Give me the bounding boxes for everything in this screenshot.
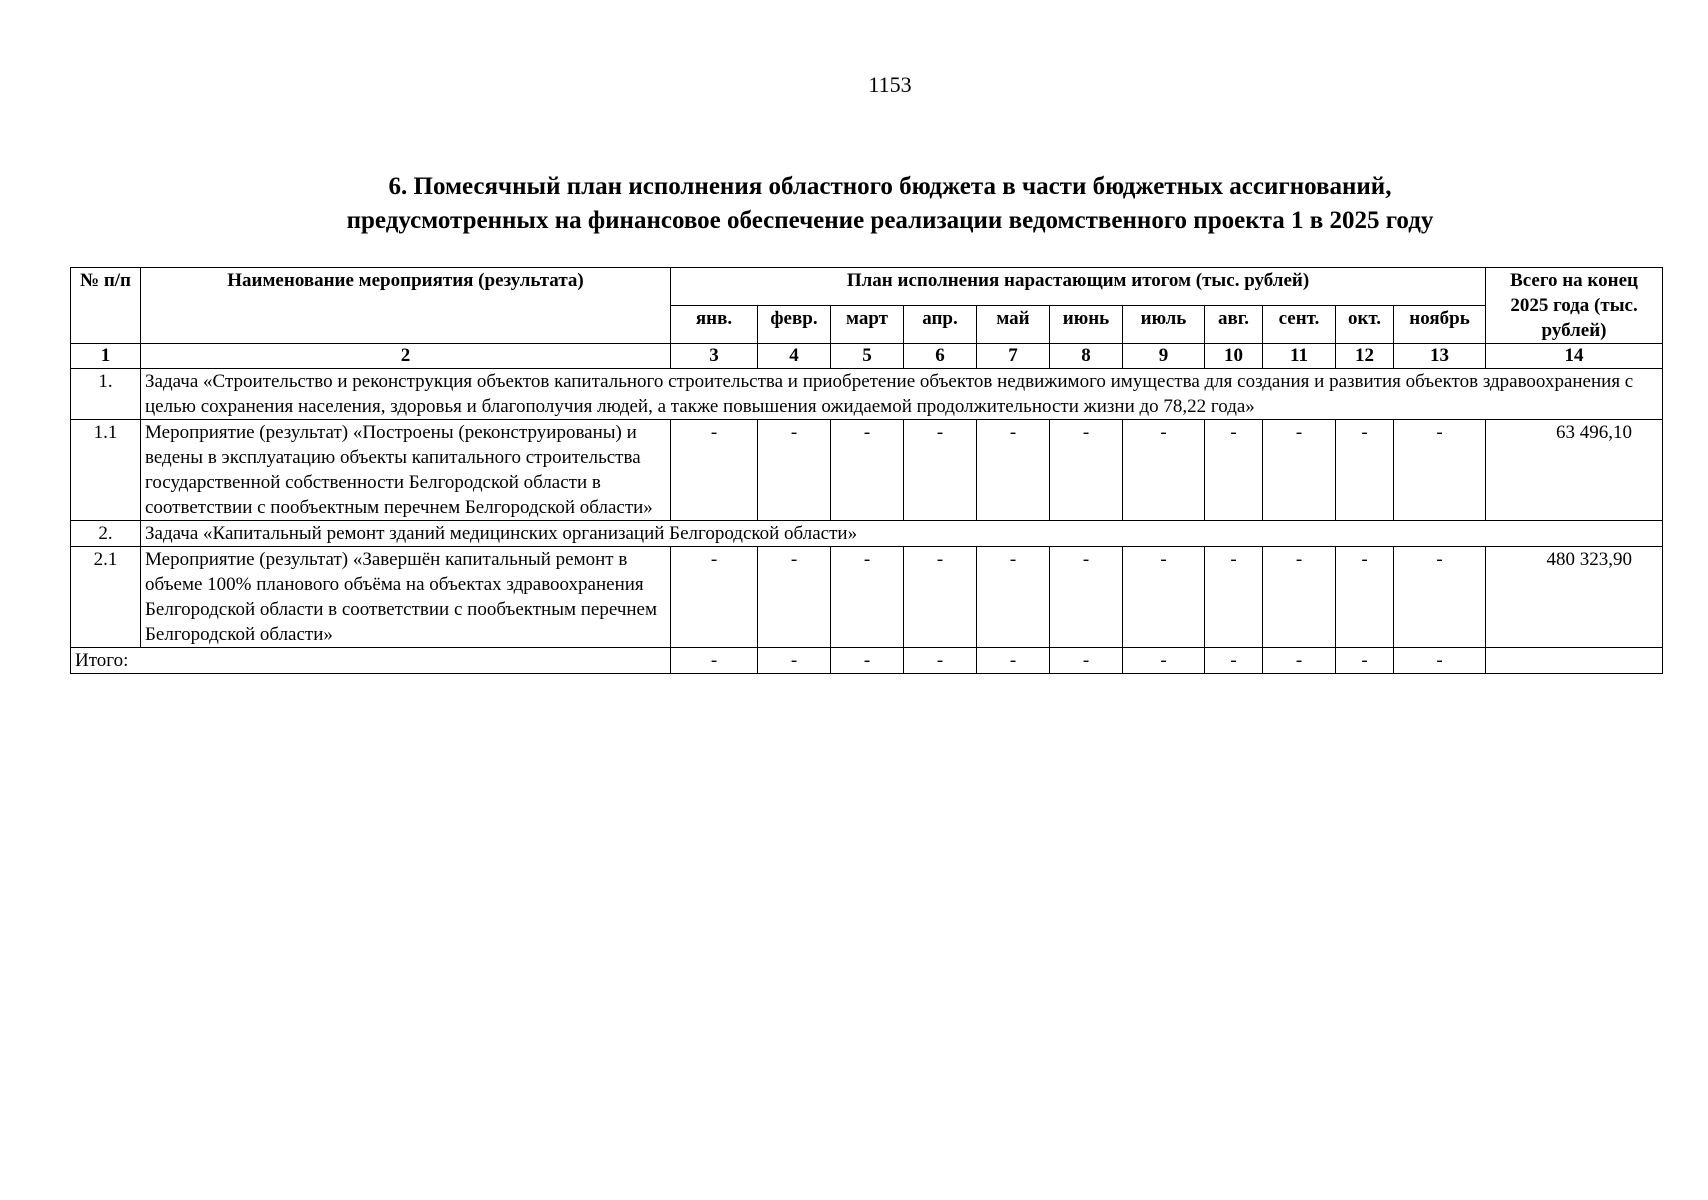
column-number: 8 [1050,344,1123,369]
header-month: июнь [1050,306,1123,344]
column-number: 6 [904,344,977,369]
month-value: - [671,648,758,674]
month-value: - [1336,648,1394,674]
title-line-2: предусмотренных на финансовое обеспечение реализации ведомственного проекта 1 в 2025 году [346,207,1434,234]
column-number: 13 [1394,344,1486,369]
item-row [71,420,1663,521]
task-text: Задача «Строительство и реконструкция объектов капитального строительства и приобретение объектов недвижимого имущества для создания и развития объектов здравоохранения с целью сохранения населения, здоровья и благополучия людей, а также повышения ожидаемой продолжительности жизни до 78,22 года» [141,369,1663,420]
column-number: 4 [758,344,831,369]
title-line-1: 6. Помесячный план исполнения областного бюджета в части бюджетных ассигнований, [388,173,1392,200]
month-value: - [1205,648,1263,674]
header-month: май [977,306,1050,344]
column-number: 9 [1123,344,1205,369]
month-value: - [831,547,904,648]
row-number: 2.1 [71,547,141,648]
header-total: Всего на конец 2025 года (тыс. рублей) [1486,268,1663,344]
row-number: 2. [71,521,141,547]
item-text: Мероприятие (результат) «Завершён капитальный ремонт в объеме 100% планового объёма на объектах здравоохранения Белгородской области в соответствии с пообъектным перечнем Белгородской области» [141,547,671,648]
month-value: - [1050,420,1123,521]
header-month: апр. [904,306,977,344]
month-value: - [977,648,1050,674]
month-value: - [758,648,831,674]
header-month: ноябрь [1394,306,1486,344]
month-value: - [831,648,904,674]
month-value: - [1394,648,1486,674]
column-number: 11 [1263,344,1336,369]
header-month: март [831,306,904,344]
row-number: 1. [71,369,141,420]
header-month: сент. [1263,306,1336,344]
header-month: окт. [1336,306,1394,344]
month-value: - [1336,547,1394,648]
header-num: № п/п [71,268,141,344]
document-title [0,170,1708,238]
total-value [1486,648,1663,674]
month-value: - [1205,547,1263,648]
item-text: Мероприятие (результат) «Построены (реконструированы) и ведены в эксплуатацию объекты капитального строительства государственной собственности Белгородской области в соответствии с пообъектным перечнем Белгородской области» [141,420,671,521]
column-number: 1 [71,344,141,369]
month-value: - [1050,648,1123,674]
total-row [71,648,1663,674]
month-value: - [831,420,904,521]
month-value: - [1205,420,1263,521]
month-value: - [1394,420,1486,521]
header-row-1 [71,268,1663,306]
month-value: - [1263,648,1336,674]
month-value: - [1394,547,1486,648]
month-value: - [904,547,977,648]
month-value: - [758,420,831,521]
row-number: 1.1 [71,420,141,521]
month-value: - [977,547,1050,648]
header-name: Наименование мероприятия (результата) [141,268,671,344]
month-value: - [1263,420,1336,521]
header-month: июль [1123,306,1205,344]
column-number: 7 [977,344,1050,369]
month-value: - [977,420,1050,521]
column-number: 2 [141,344,671,369]
month-value: - [758,547,831,648]
page-number: 1153 [868,72,912,97]
item-row [71,547,1663,648]
column-number: 5 [831,344,904,369]
total-label: Итого: [71,648,671,674]
column-number: 12 [1336,344,1394,369]
month-value: - [1263,547,1336,648]
month-value: - [671,420,758,521]
header-month: февр. [758,306,831,344]
header-month: янв. [671,306,758,344]
column-number: 14 [1486,344,1663,369]
column-number: 10 [1205,344,1263,369]
month-value: - [1123,420,1205,521]
month-value: - [1123,648,1205,674]
header-month: авг. [1205,306,1263,344]
month-value: - [904,648,977,674]
total-value: 480 323,90 [1486,547,1663,648]
budget-plan-table [70,267,1663,674]
task-row [71,369,1663,420]
month-value: - [1336,420,1394,521]
month-value: - [1123,547,1205,648]
month-value: - [671,547,758,648]
month-value: - [1050,547,1123,648]
month-value: - [904,420,977,521]
column-number-row [71,344,1663,369]
total-value: 63 496,10 [1486,420,1663,521]
column-number: 3 [671,344,758,369]
task-row [71,521,1663,547]
task-text: Задача «Капитальный ремонт зданий медицинских организаций Белгородской области» [141,521,1663,547]
header-plan-group: План исполнения нарастающим итогом (тыс. рублей) [671,268,1486,306]
